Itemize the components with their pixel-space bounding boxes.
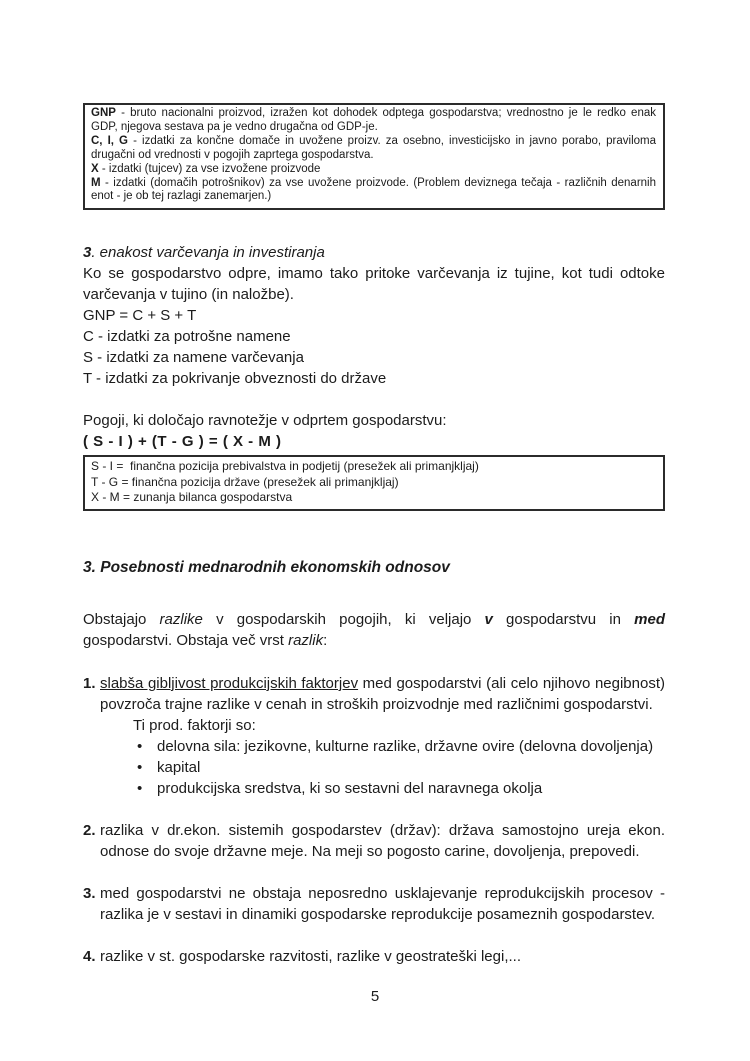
definition-c: C - izdatki za potrošne namene bbox=[83, 328, 291, 346]
numbered-item-1 bbox=[83, 673, 665, 799]
item-text: med gospodarstvi (ali celo njihovo negibnost) povzroča trajne razlike v cenah in stroških proizvodnje med različnimi gospodarstvi. bbox=[100, 674, 665, 713]
intro-emphasis: razlike bbox=[159, 610, 203, 628]
intro-emphasis: razlik bbox=[288, 631, 324, 649]
definition-s: S - izdatki za namene varčevanja bbox=[83, 349, 304, 367]
definition-entry bbox=[91, 135, 656, 163]
item-body: razlika v dr.ekon. sistemih gospodarstev (držav): država samostojno ureja ekon. odnose do svoje državne meje. Na meji so pogosto carine, dovoljenja, prepovedi. bbox=[100, 821, 665, 860]
term-lead: X bbox=[91, 162, 99, 175]
item-number: 3. bbox=[83, 884, 96, 902]
definition-text: - bruto nacionalni proizvod, izražen kot dohodek odptega gospodarstva; vrednostno je le redko enak GDP, njegova sestava pa je vedno drugačna od GDP-je. bbox=[91, 107, 656, 133]
intro-emphasis: v bbox=[484, 610, 493, 628]
intro-text: v gospodarskih pogojih, ki veljajo bbox=[202, 610, 485, 628]
numbered-item-3 bbox=[83, 883, 665, 925]
item-number: 1. bbox=[83, 674, 96, 692]
bullet-item bbox=[137, 736, 665, 757]
page-number: 5 bbox=[370, 988, 380, 1005]
positions-box bbox=[83, 455, 665, 511]
bullet-marker-icon: • bbox=[137, 779, 143, 797]
position-line: X - M = zunanja bilanca gospodarstva bbox=[91, 489, 293, 504]
bullet-text: delovna sila: jezikovne, kulturne razlike, državne ovire (delovna dovoljenja) bbox=[157, 737, 654, 755]
conditions-intro: Pogoji, ki določajo ravnotežje v odprtem gospodarstvu: bbox=[83, 412, 447, 430]
intro-emphasis: med bbox=[634, 610, 665, 628]
definition-text: - izdatki (domačih potrošnikov) za vse uvožene proizvode. (Problem deviznega tečaja - različnih denarnih enot - je ob tej razlagi zanemarjen.) bbox=[91, 176, 656, 203]
item-number: 2. bbox=[83, 821, 96, 839]
intro-paragraph bbox=[83, 609, 665, 651]
chapter-heading: 3. Posebnosti mednarodnih ekonomskih odnosov bbox=[83, 558, 450, 576]
numbered-item-4 bbox=[83, 946, 665, 967]
item-body bbox=[100, 673, 665, 799]
definitions-box-gnp bbox=[83, 103, 665, 210]
numbered-list bbox=[83, 673, 665, 967]
numbered-item-2 bbox=[83, 820, 665, 862]
heading-number: 3 bbox=[83, 244, 92, 262]
sub-intro: Ti prod. faktorji so: bbox=[133, 716, 256, 734]
bullet-marker-icon: • bbox=[137, 758, 143, 776]
conditions-formula: ( S - I ) + (T - G ) = ( X - M ) bbox=[83, 433, 282, 451]
bullet-text: produkcijska sredstva, ki so sestavni del naravnega okolja bbox=[157, 779, 543, 797]
bullet-text: kapital bbox=[157, 758, 201, 776]
position-line: S - I = finančna pozicija prebivalstva in podjetij (presežek ali primanjkljaj) bbox=[91, 459, 479, 474]
underlined-phrase: slabša gibljivost produkcijskih faktorjev bbox=[100, 674, 359, 692]
intro-text: Obstajajo bbox=[83, 610, 160, 628]
bullet-item bbox=[137, 778, 665, 799]
definition-t: T - izdatki za pokrivanje obveznosti do države bbox=[83, 370, 387, 388]
intro-text: gospodarstvi. Obstaja več vrst bbox=[83, 631, 289, 649]
definition-entry bbox=[91, 107, 656, 135]
item-body: razlike v st. gospodarske razvitosti, razlike v geostrateški legi,... bbox=[100, 947, 521, 965]
definition-entry bbox=[91, 163, 656, 177]
heading-text: . enakost varčevanja in investiranja bbox=[91, 244, 325, 262]
bullet-marker-icon: • bbox=[137, 737, 143, 755]
position-line: T - G = finančna pozicija države (presežek ali primanjkljaj) bbox=[91, 474, 399, 489]
page-content bbox=[83, 103, 665, 967]
section-heading-savings bbox=[83, 242, 665, 263]
term-lead: GNP bbox=[91, 107, 116, 119]
definition-text: - izdatki za končne domače in uvožene proizv. za osebno, investicijsko in javno porabo, praviloma drugačni od vrednosti v pogojih zaprtega gospodarstva. bbox=[91, 134, 656, 161]
paragraph-open-economy: Ko se gospodarstvo odpre, imamo tako pritoke varčevanja iz tujine, kot tudi odtoke varčevanja v tujino (in naložbe). bbox=[83, 265, 665, 304]
definition-text: - izdatki (tujcev) za vse izvožene proizvode bbox=[98, 162, 321, 175]
item-body: med gospodarstvi ne obstaja neposredno usklajevanje reprodukcijskih procesov - razlika je v sestavi in dinamiki gospodarske reprodukcije posameznih gospodarstev. bbox=[100, 884, 665, 923]
item-number: 4. bbox=[83, 947, 96, 965]
intro-text: : bbox=[323, 631, 328, 649]
definition-entry bbox=[91, 177, 656, 205]
term-lead: C, I, G bbox=[91, 134, 129, 147]
term-lead: M bbox=[91, 176, 101, 189]
bullet-item bbox=[137, 757, 665, 778]
intro-text: gospodarstvu in bbox=[492, 610, 635, 628]
equation-gnp: GNP = C + S + T bbox=[83, 307, 197, 325]
